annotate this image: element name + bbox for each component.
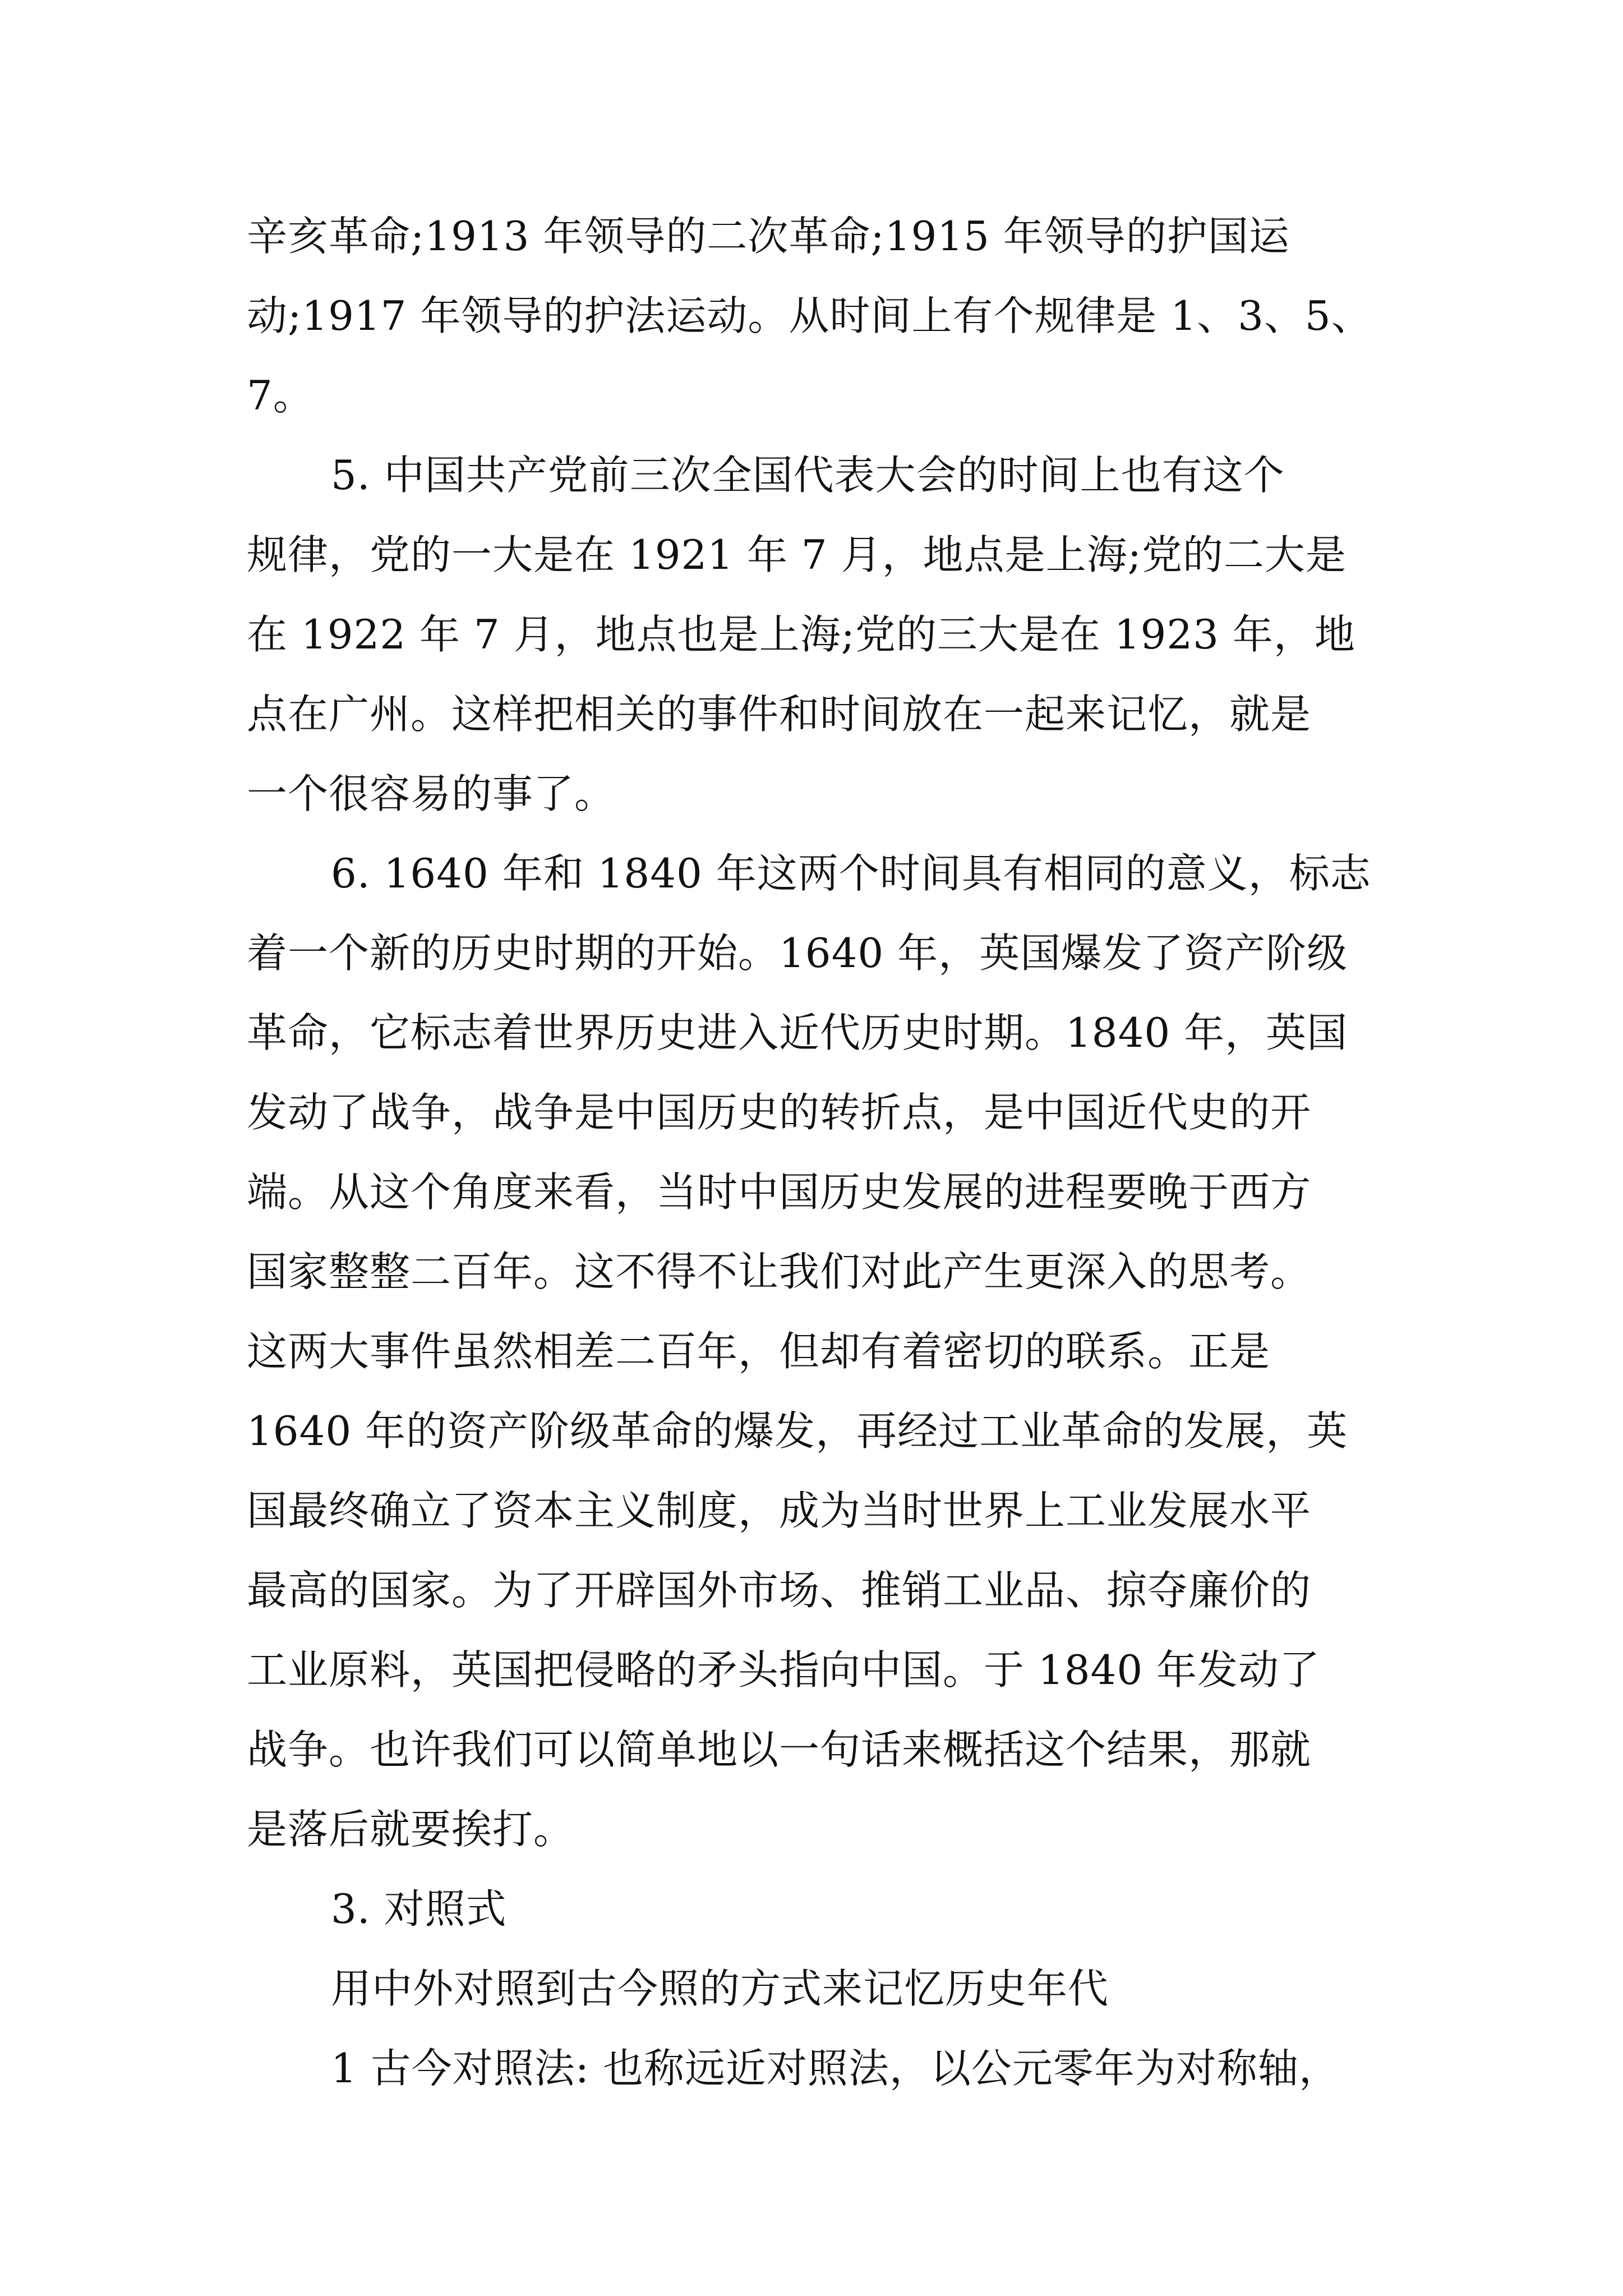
text-line: 点在广州。这样把相关的事件和时间放在一起来记忆，就是 [247, 691, 1312, 738]
text-line: 辛亥革命;1913 年领导的二次革命;1915 年领导的护国运 [247, 213, 1290, 260]
text-line: 7。 [247, 372, 314, 419]
text-line: 在 1922 年 7 月，地点也是上海;党的三大是在 1923 年，地 [247, 611, 1355, 658]
body-text [247, 196, 1385, 2108]
paragraph-start-line: 用中外对照到古今照的方式来记忆历史年代 [331, 1965, 1109, 2012]
section-heading: 3. 对照式 [331, 1885, 507, 1932]
text-line: 是落后就要挨打。 [247, 1806, 575, 1853]
text-line: 规律，党的一大是在 1921 年 7 月，地点是上海;党的二大是 [247, 531, 1347, 578]
text-line: 国家整整二百年。这不得不让我们对此产生更深入的思考。 [247, 1248, 1312, 1295]
text-line: 工业原料，英国把侵略的矛头指向中国。于 1840 年发动了 [247, 1646, 1321, 1694]
text-line: 一个很容易的事了。 [247, 770, 616, 817]
text-line: 国最终确立了资本主义制度，成为当时世界上工业发展水平 [247, 1487, 1312, 1534]
paragraph-start-line: 6. 1640 年和 1840 年这两个时间具有相同的意义，标志 [331, 850, 1371, 897]
text-line: 战争。也许我们可以简单地以一句话来概括这个结果，那就 [247, 1726, 1312, 1773]
text-line: 最高的国家。为了开辟国外市场、推销工业品、掠夺廉价的 [247, 1567, 1312, 1614]
text-line: 这两大事件虽然相差二百年，但却有着密切的联系。正是 [247, 1328, 1271, 1375]
text-line: 端。从这个角度来看，当时中国历史发展的进程要晚于西方 [247, 1168, 1312, 1216]
text-line: 1640 年的资产阶级革命的爆发，再经过工业革命的发展，英 [247, 1407, 1348, 1455]
text-line: 动;1917 年领导的护法运动。从时间上有个规律是 1、3、5、 [247, 292, 1372, 339]
paragraph-start-line: 1 古今对照法: 也称远近对照法，以公元零年为对称轴， [331, 2045, 1340, 2092]
text-line: 着一个新的历史时期的开始。1640 年，英国爆发了资产阶级 [247, 930, 1348, 977]
text-line: 发动了战争，战争是中国历史的转折点，是中国近代史的开 [247, 1089, 1312, 1136]
text-line: 革命，它标志着世界历史进入近代历史时期。1840 年，英国 [247, 1009, 1348, 1056]
paragraph-start-line: 5. 中国共产党前三次全国代表大会的时间上也有这个 [331, 452, 1285, 499]
